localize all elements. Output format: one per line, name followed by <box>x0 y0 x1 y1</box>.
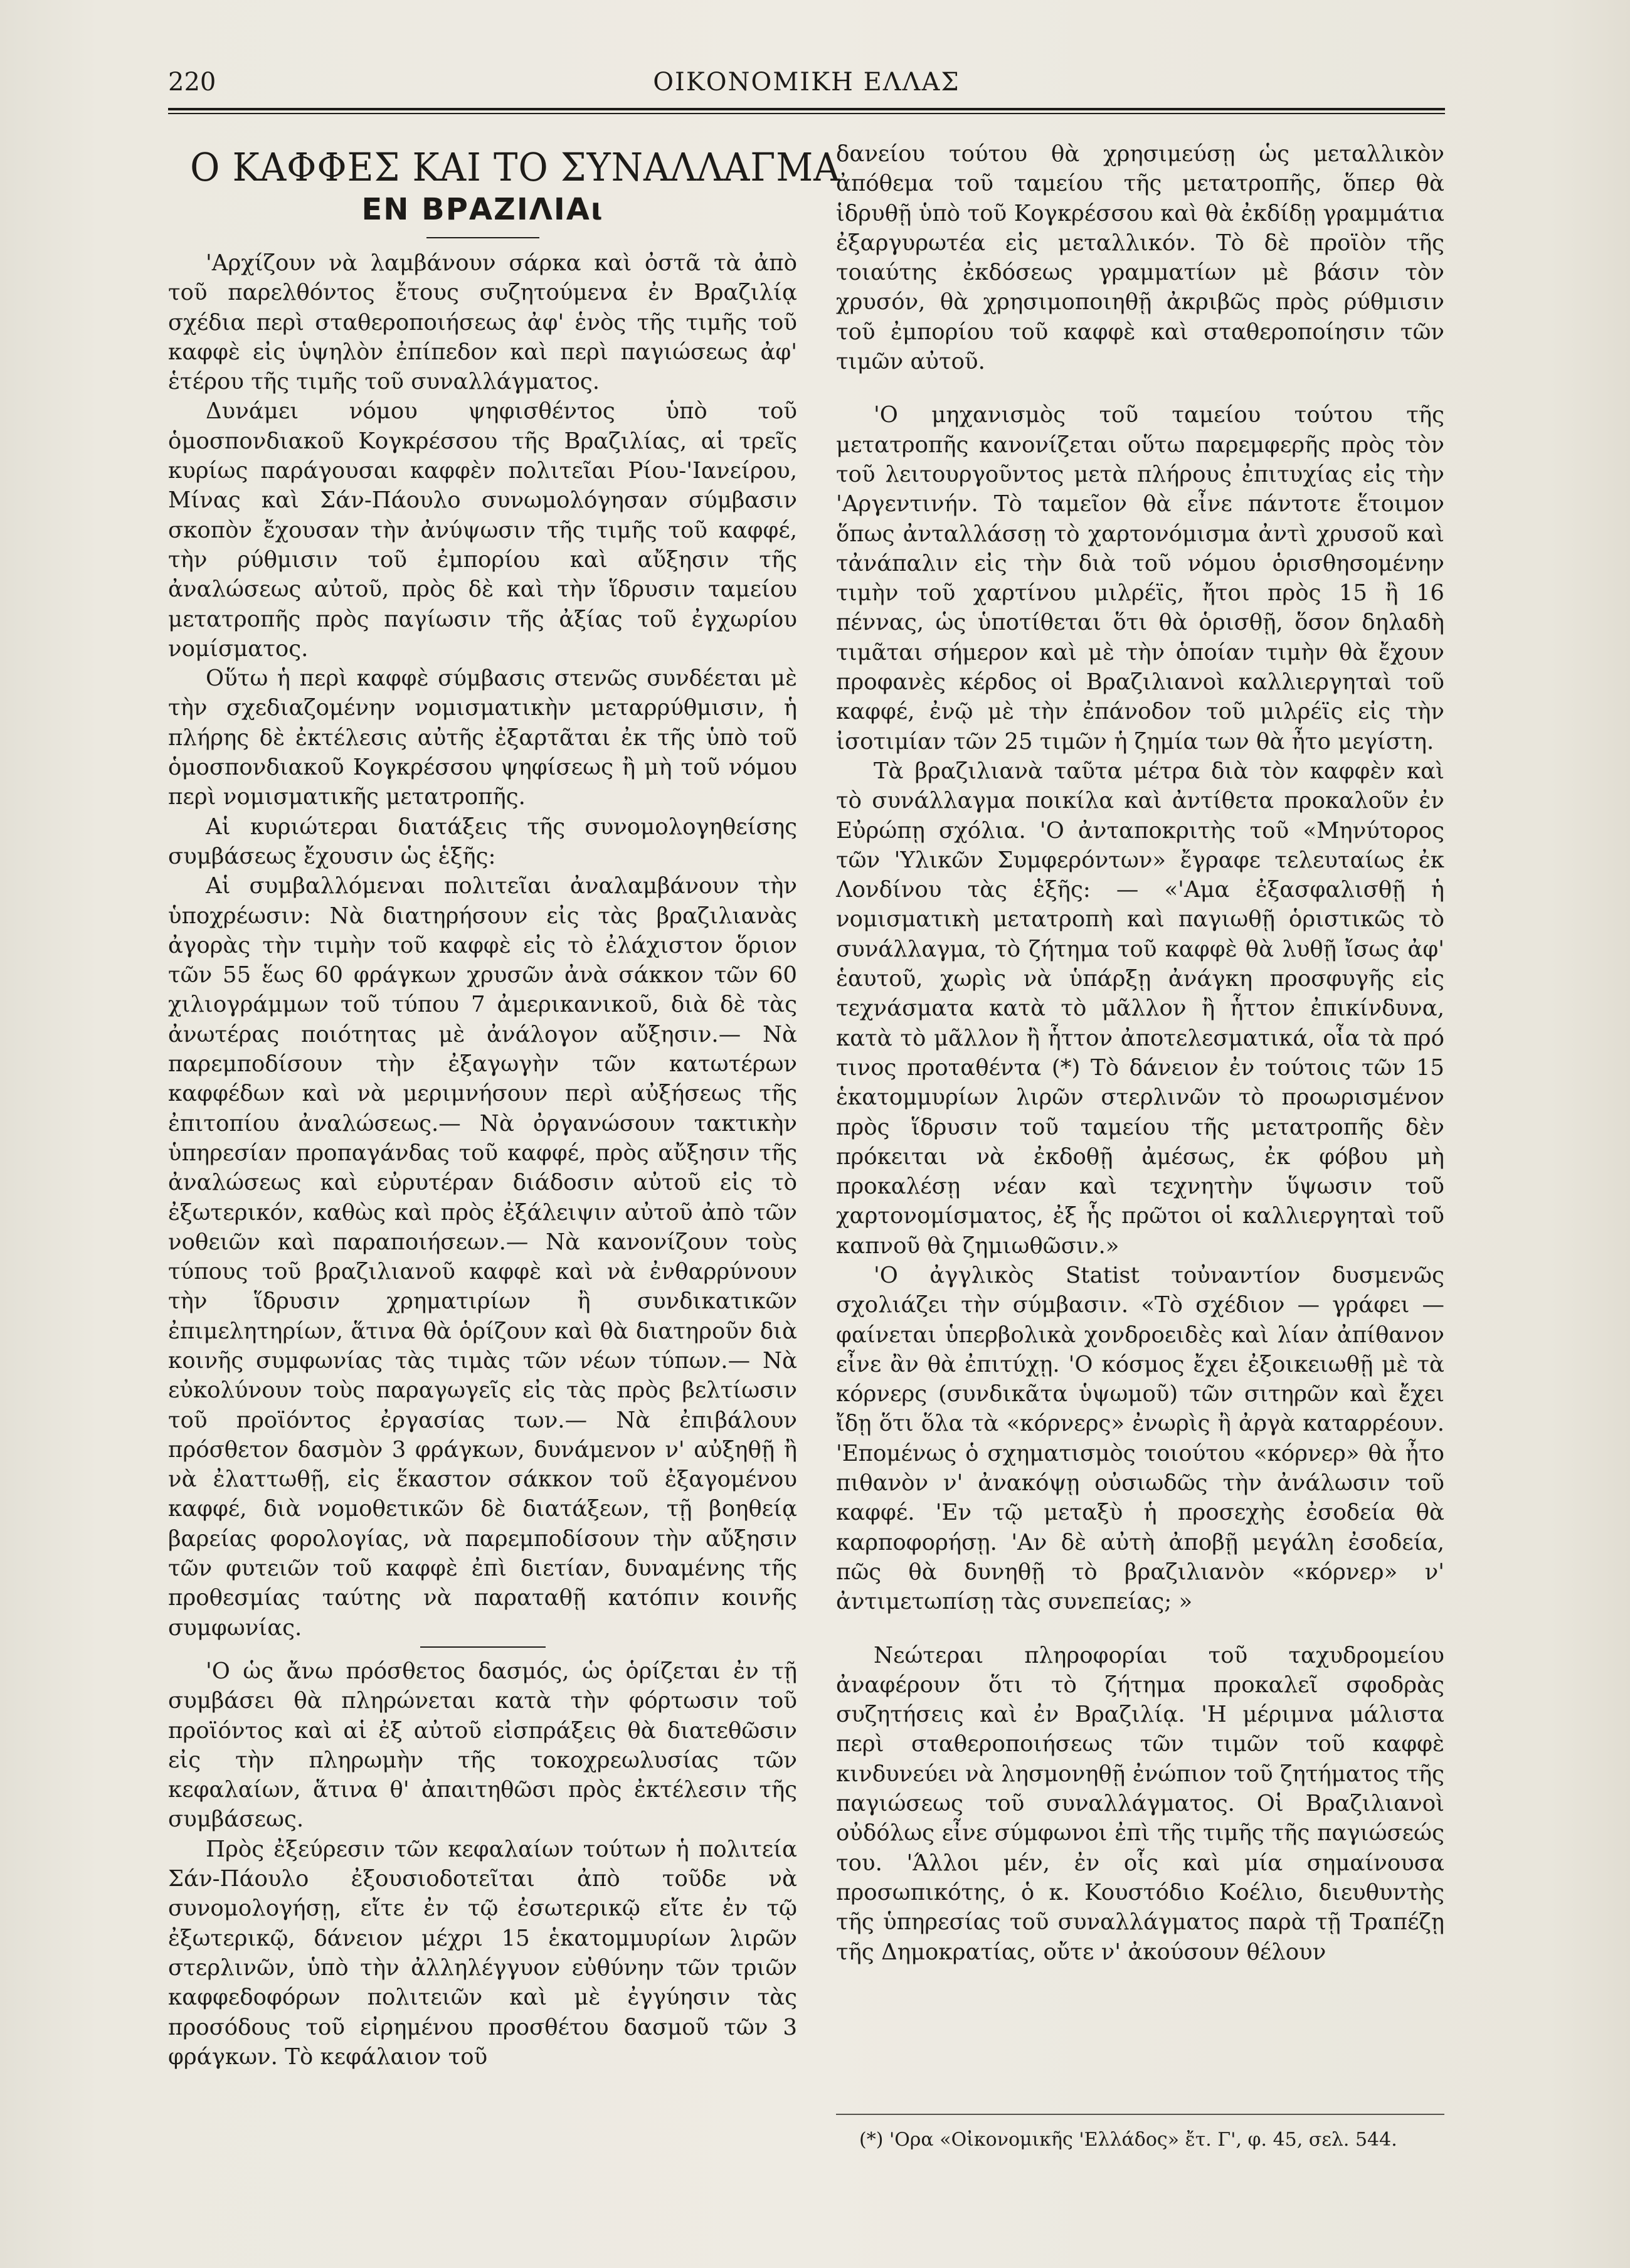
running-title: ΟΙΚΟΝΟΜΙΚΗ ΕΛΛΑΣ <box>653 68 960 97</box>
paragraph: Αἱ συμβαλλόμεναι πολιτεῖαι ἀναλαμβάνουν τὴν ὑποχρέωσιν: Νὰ διατηρήσουν εἰς τὰς βραζιλιανὰς ἀγορὰς τὴν τιμὴν τοῦ καφφὲ εἰς τὸ ἐλάχιστον ὅριον τῶν 55 ἕως 60 φράγκων χρυσῶν ἀνὰ σάκκον τῶν 60 χιλιογράμμων τοῦ τύπου 7 ἀμερικανικοῦ, διὰ δὲ τὰς ἀνωτέρας ποιότητας μὲ ἀνάλογον αὔξησιν.— Νὰ παρεμποδίσουν τὴν ἐξαγωγὴν τῶν κατωτέρων καφφέδων καὶ νὰ μεριμνήσουν περὶ αὐξήσεως τῆς ἐπιτοπίου ἀναλώσεως.— Νὰ ὀργανώσουν τακτικὴν ὑπηρεσίαν προπαγάνδας τοῦ καφφέ, πρὸς αὔξησιν τῆς ἀναλώσεως καὶ εὐρυτέραν διάδοσιν αὐτοῦ εἰς τὸ ἐξωτερικόν, καθὼς καὶ πρὸς ἐξάλειψιν αὐτοῦ ἀπὸ τῶν νοθειῶν καὶ παραποιήσεων.— Νὰ κανονίζουν τοὺς τύπους τοῦ βραζιλιανοῦ καφφὲ καὶ νὰ ἐνθαρρύνουν τὴν ἵδρυσιν χρηματιρίων ἢ συνδικατικῶν ἐπιμελητηρίων, ἅτινα θὰ ὁρίζουν καὶ θὰ διατηροῦν διὰ κοινῆς συμφωνίας τὰς τιμὰς τῶν νέων τύπων.— Νὰ εὐκολύνουν τοὺς παραγωγεῖς εἰς τὰς πρὸς βελτίωσιν τοῦ προϊόντος ἐργασίας των.— Νὰ ἐπιβάλουν πρόσθετον δασμὸν 3 φράγκων, δυνάμενον ν' αὐξηθῇ ἢ νὰ ἐλαττωθῇ, εἰς ἕκαστον σάκκον τοῦ ἐξαγομένου καφφέ, διὰ νομοθετικῶν δὲ διατάξεων, τῇ βοηθείᾳ βαρείας φορολογίας, νὰ παρεμποδίσουν τὴν αὔξησιν τῶν φυτειῶν τοῦ καφφὲ ἐπὶ διετίαν, δυναμένης τῆς προθεσμίας ταύτης νὰ παραταθῇ κατόπιν κοινῆς συμφωνίας. <box>168 873 797 1641</box>
paragraph: 'Ο μηχανισμὸς τοῦ ταμείου τούτου τῆς μετατροπῆς κανονίζεται οὕτω παρεμφερῆς πρὸς τὸν τοῦ λειτουργοῦντος μετὰ πλήρους ἐπιτυχίας εἰς τὴν 'Αργεντινήν. Τὸ ταμεῖον θὰ εἶνε πάντοτε ἕτοιμον ὅπως ἀνταλλάσσῃ τὸ χαρτονόμισμα ἀντὶ χρυσοῦ καὶ τἀνάπαλιν εἰς τὴν διὰ τοῦ νόμου ὁρισθησομένην τιμὴν τοῦ χαρτίνου μιλρέϊς, ἤτοι πρὸς 15 ἢ 16 πέννας, ὡς ὑποτίθεται ὅτι θὰ ὁρισθῇ, ὅσον δηλαδὴ τιμᾶται σήμερον καὶ μὲ τὴν ὁποίαν τιμὴν θὰ ἔχουν προφανὲς κέρδος οἱ Βραζιλιανοὶ καλλιεργηταὶ τοῦ καφφέ, ἐνῷ μὲ τὴν ἐπάνοδον τοῦ μιλρέϊς εἰς τὴν ἰσοτιμίαν τῶν 25 τιμῶν ἡ ζημία των θὰ ἦτο μεγίστη. <box>836 402 1444 755</box>
paragraph: Αἱ κυριώτεραι διατάξεις τῆς συνομολογηθείσης συμβάσεως ἔχουσιν ὡς ἑξῆς: <box>168 813 797 869</box>
footnote: (*) 'Ορα «Οἰκονομικῆς 'Ελλάδος» ἔτ. Γ', φ. 45, σελ. 544. <box>859 2129 1397 2151</box>
left-column <box>168 139 840 2072</box>
paragraph: Πρὸς ἐξεύρεσιν τῶν κεφαλαίων τούτων ἡ πολιτεία Σάν-Πάουλο ἐξουσιοδοτεῖται ἀπὸ τοῦδε νὰ συνομολογήσῃ, εἴτε ἐν τῷ ἐσωτερικῷ εἴτε ἐν τῷ ἐξωτερικῷ, δάνειον μέχρι 15 ἑκατομμυρίων λιρῶν στερλινῶν, ὑπὸ τὴν ἀλληλέγγυον εὐθύνην τῶν τριῶν καφφεδοφόρων πολιτειῶν καὶ μὲ ἐγγύησιν τὰς προσόδους τοῦ εἰρημένου προσθέτου δασμοῦ τῶν 3 φράγκων. Τὸ κεφάλαιον τοῦ <box>168 1836 797 2070</box>
title-divider <box>426 237 539 238</box>
paragraph: Οὕτω ἡ περὶ καφφὲ σύμβασις στενῶς συνδέεται μὲ τὴν σχεδιαζομένην νομισματικὴν μεταρρύθμισιν, ἡ πλήρης δὲ ἐκτέλεσις αὐτῆς ἐξαρτᾶται ἐκ τῆς ὑπὸ τοῦ ὁμοσπονδιακοῦ Κογκρέσσου ψηφίσεως ἢ μὴ τοῦ νόμου περὶ νομισματικῆς μετατροπῆς. <box>168 665 797 810</box>
paragraph: 'Αρχίζουν νὰ λαμβάνουν σάρκα καὶ ὀστᾶ τὰ ἀπὸ τοῦ παρελθόντος ἔτους συζητούμενα ἐν Βραζιλίᾳ σχέδια περὶ σταθεροποιήσεως ἀφ' ἑνὸς τῆς τιμῆς τοῦ καφφὲ εἰς ὑψηλὸν ἐπίπεδον καὶ περὶ παγιώσεως ἀφ' ἑτέρου τῆς τιμῆς τοῦ συναλλάγματος. <box>168 250 797 395</box>
paragraph: 'Ο ὡς ἄνω πρόσθετος δασμός, ὡς ὁρίζεται ἐν τῇ συμβάσει θὰ πληρώνεται κατὰ τὴν φόρτωσιν τοῦ προϊόντος καὶ αἱ ἐξ αὐτοῦ εἰσπράξεις θὰ διατεθῶσιν εἰς τὴν πληρωμὴν τῆς τοκοχρεωλυσίας τῶν κεφαλαίων, ἅτινα θ' ἀπαιτηθῶσι πρὸς ἐκτέλεσιν τῆς συμβάσεως. <box>168 1658 797 1833</box>
paragraph: Δυνάμει νόμου ψηφισθέντος ὑπὸ τοῦ ὁμοσπονδιακοῦ Κογκρέσσου τῆς Βραζιλίας, αἱ τρεῖς κυρίως παράγουσαι καφφὲν πολιτεῖαι Ρίου-'Ιανείρου, Μίνας καὶ Σάν-Πάουλο συνωμολόγησαν σύμβασιν σκοπὸν ἔχουσαν τὴν ἀνύψωσιν τῆς τιμῆς τοῦ καφφέ, τὴν ρύθμισιν τοῦ ἐμπορίου καὶ αὔξησιν τῆς ἀναλώσεως αὐτοῦ, πρὸς δὲ καὶ τὴν ἵδρυσιν ταμείου μετατροπῆς πρὸς παγίωσιν τῆς ἀξίας τοῦ ἐγχωρίου νομίσματος. <box>168 398 797 662</box>
section-divider <box>420 1646 546 1648</box>
paragraph: 'Ο ἀγγλικὸς Statist τοὐναντίον δυσμενῶς σχολιάζει τὴν σύμβασιν. «Τὸ σχέδιον — γράφει — φαίνεται ὑπερβολικὰ χονδροειδὲς καὶ λίαν ἀπίθανον εἶνε ἂν θὰ ἐπιτύχῃ. 'Ο κόσμος ἔχει ἐξοικειωθῇ μὲ τὰ κόρνερς (συνδικᾶτα ὑψωμοῦ) τῶν σιτηρῶν καὶ ἔχει ἴδῃ ὅτι ὅλα τὰ «κόρνερς» ἐνωρὶς ἢ ἀργὰ καταρρέουν. 'Επομένως ὁ σχηματισμὸς τοιούτου «κόρνερ» θὰ ἦτο πιθανὸν ν' ἀνακόψῃ οὐσιωδῶς τὴν ἀνάλωσιν τοῦ καφφέ. 'Εν τῷ μεταξὺ ἡ προσεχὴς ἐσοδεία θὰ καρποφορήσῃ. 'Αν δὲ αὐτὴ ἀποβῇ μεγάλη ἐσοδεία, πῶς θὰ δυνηθῇ τὸ βραζιλιανὸν «κόρνερ» ν' ἀντιμετωπίσῃ τὰς συνεπείας; » <box>836 1262 1444 1615</box>
article-title: Ο ΚΑΦΦΕΣ ΚΑΙ ΤΟ ΣΥΝΑΛΛΑΓΜΑ <box>190 144 840 190</box>
right-column <box>836 139 1444 1967</box>
header-rule-thin <box>168 113 1445 114</box>
header-rule <box>168 108 1445 110</box>
paragraph: Τὰ βραζιλιανὰ ταῦτα μέτρα διὰ τὸν καφφὲν καὶ τὸ συνάλλαγμα ποικίλα καὶ ἀντίθετα προκαλοῦν ἐν Εὐρώπῃ σχόλια. 'Ο ἀνταποκριτὴς τοῦ «Μηνύτορος τῶν 'Υλικῶν Συμφερόντων» ἔγραφε τελευταίως ἐκ Λονδίνου τὰς ἑξῆς: — «'Αμα ἐξασφαλισθῇ ἡ νομισματικὴ μετατροπὴ καὶ παγιωθῇ ὁριστικῶς τὸ συνάλλαγμα, τὸ ζήτημα τοῦ καφφὲ θὰ λυθῇ ἴσως ἀφ' ἑαυτοῦ, χωρὶς νὰ ὑπάρξῃ ἀνάγκη προσφυγῆς εἰς τεχνάσματα κατὰ τὸ μᾶλλον ἢ ἧττον ἐπικίνδυνα, κατὰ τὸ μᾶλλον ἢ ἧττον ἀποτελεσματικά, οἷα τὰ πρό τινος προταθέντα (*) Τὸ δάνειον ἐν τούτοις τῶν 15 ἑκατομμυρίων λιρῶν στερλινῶν τὸ προωρισμένον πρὸς ἵδρυσιν τοῦ ταμείου τῆς μετατροπῆς δὲν πρόκειται νὰ ἐκδοθῇ ἀμέσως, ἐκ φόβου μὴ προκαλέσῃ νέαν καὶ τεχνητὴν ὕψωσιν τοῦ χαρτονομίσματος, ἐξ ἧς πρῶτοι οἱ καλλιεργηταὶ τοῦ καπνοῦ θὰ ζημιωθῶσιν.» <box>836 758 1444 1259</box>
page-header <box>168 68 1445 105</box>
paragraph: Νεώτεραι πληροφορίαι τοῦ ταχυδρομείου ἀναφέρουν ὅτι τὸ ζήτημα προκαλεῖ σφοδρὰς συζητήσεις καὶ ἐν Βραζιλίᾳ. 'Η μέριμνα μάλιστα περὶ σταθεροποιήσεως τῶν τιμῶν τοῦ καφφὲ κινδυνεύει νὰ λησμονηθῇ ἐνώπιον τοῦ ζητήματος τῆς παγιώσεως τοῦ συναλλάγματος. Οἱ Βραζιλιανοὶ οὐδόλως εἶνε σύμφωνοι ἐπὶ τῆς τιμῆς τῆς παγιώσεώς του. 'Άλλοι μέν, ἐν οἷς καὶ μία σημαίνουσα προσωπικότης, ὁ κ. Κουστόδιο Κοέλιο, διευθυντὴς τῆς ὑπηρεσίας τοῦ συναλλάγματος παρὰ τῇ Τραπέζῃ τῆς Δημοκρατίας, οὔτε ν' ἀκούσουν θέλουν <box>836 1642 1444 1965</box>
article-subtitle: ΕΝ ΒΡΑΖΙΛΙΑι <box>361 192 604 227</box>
footnote-rule <box>836 2114 1444 2115</box>
paragraph: δανείου τούτου θὰ χρησιμεύσῃ ὡς μεταλλικὸν ἀπόθεμα τοῦ ταμείου τῆς μετατροπῆς, ὅπερ θὰ ἱδρυθῇ ὑπὸ τοῦ Κογκρέσσου καὶ θὰ ἐκδίδῃ γραμμάτια ἐξαργυρωτέα εἰς μεταλλικόν. Τὸ δὲ προϊὸν τῆς τοιαύτης ἐκδόσεως γραμματίων μὲ βάσιν τὸν χρυσόν, θὰ χρησιμοποιηθῇ ἀκριβῶς πρὸς ρύθμισιν τοῦ ἐμπορίου τοῦ καφφὲ καὶ σταθεροποίησιν τῶν τιμῶν αὐτοῦ. <box>836 141 1444 375</box>
page-number: 220 <box>168 68 216 97</box>
